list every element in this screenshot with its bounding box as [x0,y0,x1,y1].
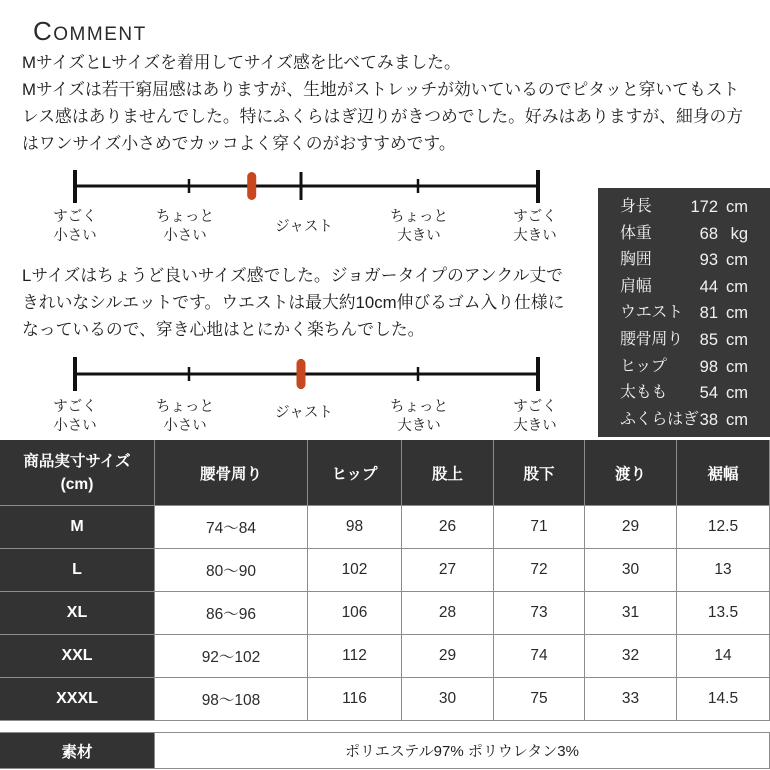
fit-label-line: ちょっと [390,209,448,225]
fit-marker [247,172,256,200]
comment-line: なっているので、穿き心地はとにかく楽ちんでした。 [22,320,425,339]
fit-label-line: 小さい [53,228,97,244]
measurement-value: 85 [699,330,718,349]
cell-hem: 13.5 [677,592,769,634]
table-corner-header [0,440,154,505]
column-header-hem: 裾幅 [677,440,769,505]
measurement-unit: cm [726,357,748,376]
measurement-row-hipbone [598,327,770,354]
fit-label-line: 大きい [397,418,441,434]
measurement-value: 44 [699,277,718,296]
cell-hip: 106 [308,592,401,634]
measurement-value: 54 [699,384,718,403]
cell-hipbone: 92～102 [155,635,307,677]
fit-label-slightly-large [374,208,464,246]
fit-label-very-large [490,398,580,436]
cell-hipbone: 80～90 [155,549,307,591]
fit-label-very-small [30,398,120,436]
cell-hip: 102 [308,549,401,591]
cell-thigh: 30 [585,549,676,591]
measurement-value: 38 [699,410,718,429]
cell-hipbone: 98～108 [155,678,307,720]
row-size-label: L [0,549,154,591]
measurement-row-height [598,194,770,221]
measurement-label: 体重 [620,224,652,242]
measurement-row-calf [598,407,770,434]
fit-label-very-large [490,208,580,246]
fit-label-line: すごく [53,209,97,225]
measurement-unit: kg [730,224,748,243]
cell-rise: 26 [402,506,493,548]
cell-thigh: 31 [585,592,676,634]
cell-hem: 12.5 [677,506,769,548]
cell-rise: 27 [402,549,493,591]
fit-label-slightly-small [140,208,230,246]
comment-line: はワンサイズ小さめでカッコよく穿くのがおすすめです。 [22,134,456,153]
cell-hipbone: 86～96 [155,592,307,634]
cell-thigh: 29 [585,506,676,548]
measurement-row-weight [598,221,770,248]
row-size-label: XL [0,592,154,634]
measurement-row-shoulder [598,274,770,301]
measurement-value: 93 [699,251,718,270]
fit-label-line: 小さい [53,418,97,434]
fit-label-line: 大きい [513,228,557,244]
measurement-unit: cm [726,410,748,429]
cell-rise: 28 [402,592,493,634]
measurement-label: ヒップ [620,357,667,375]
l-size-comment [22,262,594,343]
fit-label-line: 小さい [163,228,207,244]
measurement-row-waist [598,300,770,327]
cell-inseam: 75 [494,678,584,720]
measurement-label: 肩幅 [620,277,652,295]
fit-label-line: ジャスト [275,219,333,235]
fit-label-line: すごく [513,209,557,225]
measurement-row-hip [598,354,770,381]
fit-label-just [259,404,349,423]
fit-label-just [259,218,349,237]
measurement-value: 98 [699,357,718,376]
comment-line: Lサイズはちょうど良いサイズ感でした。ジョガータイプのアンクル丈で [22,266,563,285]
fit-label-line: 大きい [513,418,557,434]
measurement-value: 172 [690,198,718,216]
comment-heading: COMMENT [33,16,147,46]
column-header-rise: 股上 [402,440,493,505]
cell-rise: 29 [402,635,493,677]
cell-thigh: 33 [585,678,676,720]
material-row [0,732,770,769]
cell-inseam: 73 [494,592,584,634]
corner-label: 商品実寸サイズ [23,452,131,470]
measurement-label: 胸囲 [620,251,652,269]
measurement-value: 68 [699,224,718,243]
cell-rise: 30 [402,678,493,720]
cell-inseam: 72 [494,549,584,591]
comment-line: レス感はありませんでした。特にふくらはぎ辺りがきつめでした。好みはありますが、細身の方 [22,107,744,126]
measurement-unit: cm [726,304,748,323]
cell-hem: 13 [677,549,769,591]
measurement-unit: cm [726,251,748,270]
cell-inseam: 71 [494,506,584,548]
fit-label-slightly-small [140,398,230,436]
measurement-unit: cm [726,198,748,216]
measurement-value: 81 [699,304,718,323]
measurement-label: ふくらはぎ [620,410,699,428]
measurement-label: ウエスト [620,304,683,322]
measurement-label: 太もも [620,384,668,402]
row-size-label: XXL [0,635,154,677]
measurement-label: 腰骨周り [620,330,683,348]
model-measurements-panel [598,188,770,437]
fit-label-line: ちょっと [156,209,214,225]
material-label: 素材 [0,733,154,768]
fit-label-line: 大きい [397,228,441,244]
cell-thigh: 32 [585,635,676,677]
fit-label-line: 小さい [163,418,207,434]
measurement-label: 身長 [620,198,652,215]
cell-inseam: 74 [494,635,584,677]
measurement-unit: cm [726,384,748,403]
fit-label-line: すごく [513,399,557,415]
fit-label-line: ちょっと [156,399,214,415]
cell-hip: 112 [308,635,401,677]
cell-hipbone: 74～84 [155,506,307,548]
column-header-hip: ヒップ [308,440,401,505]
size-table [0,440,770,721]
cell-hip: 98 [308,506,401,548]
fit-label-line: すごく [53,399,97,415]
corner-unit-label: (cm) [60,475,94,493]
comment-line: きれいなシルエットです。ウエストは最大約10cm伸びるゴム入り仕様に [22,293,565,312]
fit-label-line: ちょっと [390,399,448,415]
column-header-thigh: 渡り [585,440,676,505]
cell-hip: 116 [308,678,401,720]
column-header-hipbone: 腰骨周り [155,440,307,505]
measurement-row-chest [598,247,770,274]
row-size-label: XXXL [0,678,154,720]
column-header-inseam: 股下 [494,440,584,505]
fit-label-very-small [30,208,120,246]
fit-marker [297,359,306,389]
material-value: ポリエステル97% ポリウレタン3% [155,733,769,768]
row-size-label: M [0,506,154,548]
cell-hem: 14 [677,635,769,677]
fit-label-slightly-large [374,398,464,436]
measurement-unit: cm [726,330,748,349]
measurement-row-thigh [598,380,770,407]
m-size-comment [22,49,762,157]
comment-line: Mサイズは若干窮屈感はありますが、生地がストレッチが効いているのでピタッと穿いてもスト [22,80,740,99]
cell-hem: 14.5 [677,678,769,720]
comment-line: MサイズとLサイズを着用してサイズ感を比べてみました。 [22,53,461,72]
measurement-unit: cm [726,277,748,296]
fit-label-line: ジャスト [275,405,333,421]
